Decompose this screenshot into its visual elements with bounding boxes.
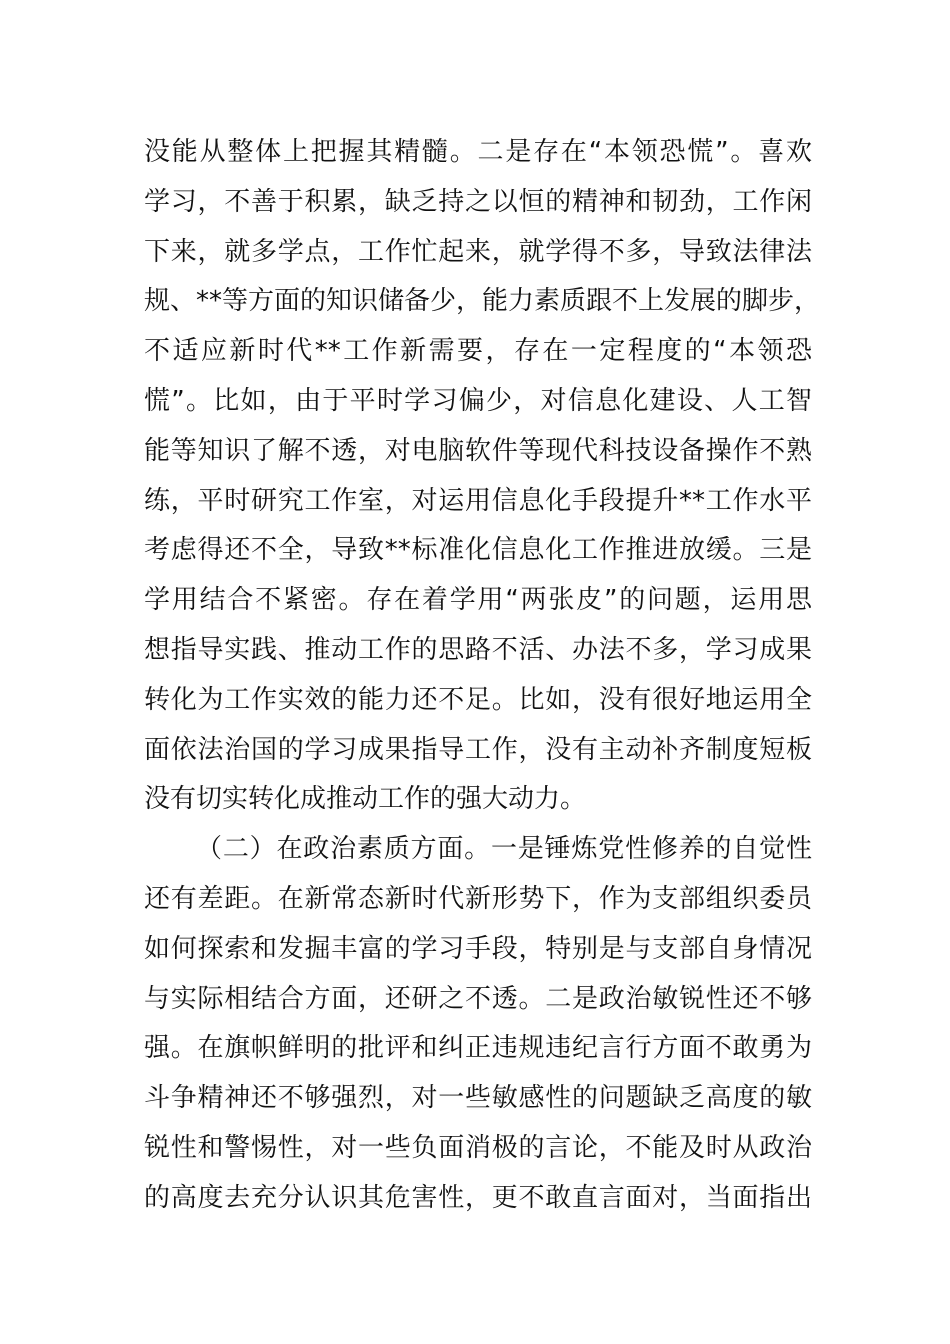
text-line: 规、**等方面的知识储备少，能力素质跟不上发展的脚步， <box>144 286 821 317</box>
text-line: 没能从整体上把握其精髓。二是存在“本领恐慌”。喜欢 <box>144 137 812 167</box>
text-line: 强。在旗帜鲜明的批评和纠正违规违纪言行方面不敢勇为 <box>144 1033 812 1064</box>
text-line: 学用结合不紧密。存在着学用“两张皮”的问题，运用思 <box>144 585 812 616</box>
text-line: 如何探索和发掘丰富的学习手段，特别是与支部自身情况 <box>144 933 812 964</box>
paragraph-2 <box>144 825 812 1223</box>
text-line: 能等知识了解不透，对电脑软件等现代科技设备操作不熟 <box>144 435 812 466</box>
text-line: 不适应新时代**工作新需要，存在一定程度的“本领恐 <box>144 336 812 367</box>
text-line: 慌”。比如，由于平时学习偏少，对信息化建设、人工智 <box>144 385 812 416</box>
text-line: 练，平时研究工作室，对运用信息化手段提升**工作水平 <box>144 485 812 516</box>
text-line: （二）在政治素质方面。一是锤炼党性修养的自觉性 <box>196 834 812 865</box>
text-line: 还有差距。在新常态新时代新形势下，作为支部组织委员 <box>144 883 812 914</box>
text-line: 没有切实转化成推动工作的强大动力。 <box>144 784 587 815</box>
paragraph-1 <box>144 128 821 825</box>
text-line: 的高度去充分认识其危害性，更不敢直言面对，当面指出 <box>144 1182 812 1213</box>
text-line: 面依法治国的学习成果指导工作，没有主动补齐制度短板 <box>144 734 812 765</box>
document-body <box>144 128 821 1224</box>
text-line: 想指导实践、推动工作的思路不活、办法不多，学习成果 <box>144 634 812 665</box>
text-line: 考虑得还不全，导致**标准化信息化工作推进放缓。三是 <box>144 535 812 566</box>
text-line: 学习，不善于积累，缺乏持之以恒的精神和韧劲，工作闲 <box>144 186 812 217</box>
text-line: 转化为工作实效的能力还不足。比如，没有很好地运用全 <box>144 684 812 715</box>
text-line: 下来，就多学点，工作忙起来，就学得不多，导致法律法 <box>144 236 812 267</box>
text-line: 与实际相结合方面，还研之不透。二是政治敏锐性还不够 <box>144 983 812 1014</box>
text-line: 斗争精神还不够强烈，对一些敏感性的问题缺乏高度的敏 <box>144 1083 812 1114</box>
text-line: 锐性和警惕性，对一些负面消极的言论，不能及时从政治 <box>144 1132 812 1163</box>
